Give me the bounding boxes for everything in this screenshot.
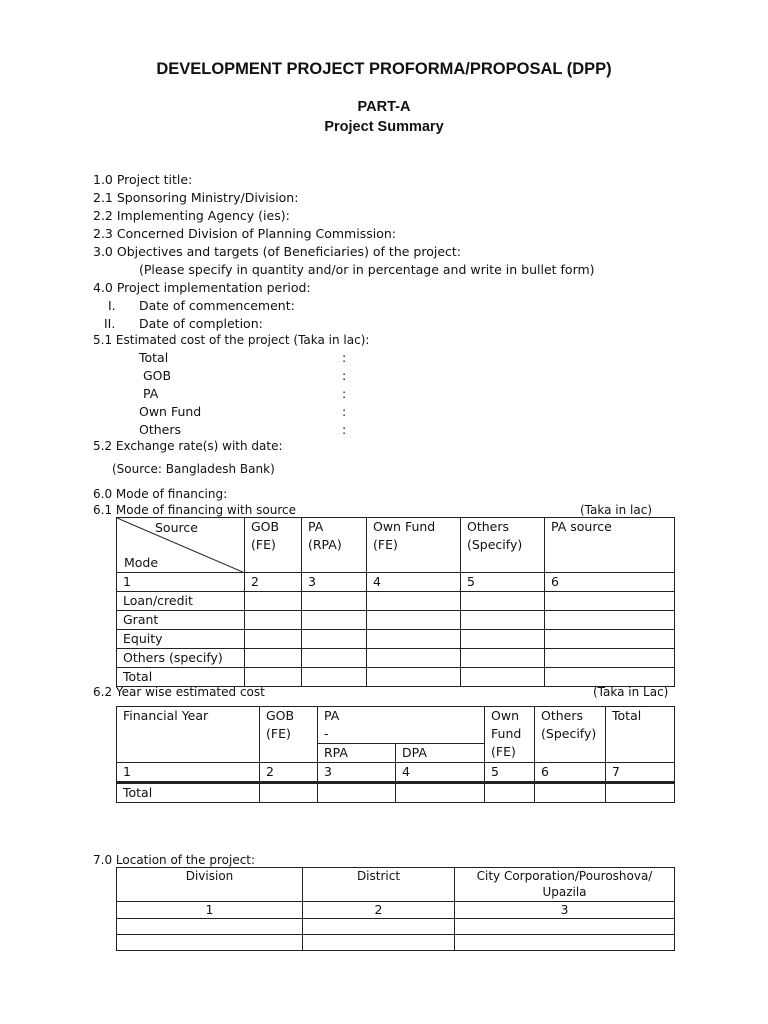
col-number: 1 xyxy=(117,573,245,592)
cost-colon: : xyxy=(342,386,347,401)
location-table xyxy=(116,867,675,951)
table-row xyxy=(117,919,675,935)
col-number: 4 xyxy=(396,763,485,782)
item-estimated-cost: 5.1 Estimated cost of the project (Taka in lac): xyxy=(93,333,370,347)
source-mode-header xyxy=(117,518,245,573)
cost-colon: : xyxy=(342,350,347,365)
header-total: Total xyxy=(606,707,675,763)
year-wise-cost-table xyxy=(116,706,675,803)
part-label: PART-A xyxy=(357,99,411,115)
header-gob: GOB (FE) xyxy=(260,707,318,763)
col-number: 3 xyxy=(455,902,675,919)
col-number: 1 xyxy=(117,902,303,919)
document-title: DEVELOPMENT PROJECT PROFORMA/PROPOSAL (DPP) xyxy=(156,60,612,78)
financing-unit: (Taka in lac) xyxy=(580,503,653,517)
item-implementation-period: 4.0 Project implementation period: xyxy=(93,280,311,295)
header-division: Division xyxy=(117,868,303,902)
header-rpa: RPA xyxy=(318,744,396,763)
col-number: 2 xyxy=(303,902,455,919)
header-others: Others (Specify) xyxy=(535,707,606,763)
item-project-title: 1.0 Project title: xyxy=(93,172,193,187)
header-dpa: DPA xyxy=(396,744,485,763)
mode-label: Mode xyxy=(124,555,159,570)
table-row xyxy=(117,784,675,803)
commencement-number: I. xyxy=(108,298,116,313)
item-year-wise-cost: 6.2 Year wise estimated cost xyxy=(93,685,265,699)
item-objectives: 3.0 Objectives and targets (of Beneficiaries) of the project: xyxy=(93,244,462,259)
row-label: Loan/credit xyxy=(117,592,245,611)
item-mode-of-financing: 6.0 Mode of financing: xyxy=(93,487,228,501)
col-number: 2 xyxy=(245,573,302,592)
header-gob: GOB (FE) xyxy=(245,518,302,573)
header-others: Others (Specify) xyxy=(461,518,545,573)
cost-colon: : xyxy=(342,368,347,383)
table-row xyxy=(117,935,675,951)
financing-source-table xyxy=(116,517,675,687)
header-financial-year: Financial Year xyxy=(117,707,260,763)
item-sponsoring-ministry: 2.1 Sponsoring Ministry/Division: xyxy=(93,190,299,205)
completion-number: II. xyxy=(104,316,116,331)
date-commencement: Date of commencement: xyxy=(139,298,295,313)
item-location: 7.0 Location of the project: xyxy=(93,853,256,867)
item-planning-division: 2.3 Concerned Division of Planning Commission: xyxy=(93,226,396,241)
header-own-fund: Own Fund (FE) xyxy=(485,707,535,763)
row-label: Equity xyxy=(117,630,245,649)
source-note: (Source: Bangladesh Bank) xyxy=(112,462,275,476)
cost-label-others: Others xyxy=(139,422,182,437)
item-financing-with-source: 6.1 Mode of financing with source xyxy=(93,503,297,517)
col-number: 1 xyxy=(117,763,260,782)
cost-label-pa: PA xyxy=(143,386,159,401)
row-label: Total xyxy=(117,784,260,803)
col-number: 3 xyxy=(318,763,396,782)
table-row xyxy=(117,611,675,630)
table-row xyxy=(117,630,675,649)
col-number: 5 xyxy=(485,763,535,782)
cost-label-own-fund: Own Fund xyxy=(139,404,202,419)
objectives-note: (Please specify in quantity and/or in percentage and write in bullet form) xyxy=(139,262,595,277)
header-pa-source: PA source xyxy=(545,518,675,573)
year-cost-unit: (Taka in Lac) xyxy=(593,685,669,699)
table-row xyxy=(117,592,675,611)
header-district: District xyxy=(303,868,455,902)
section-subtitle: Project Summary xyxy=(324,119,444,135)
item-implementing-agency: 2.2 Implementing Agency (ies): xyxy=(93,208,290,223)
table-row xyxy=(117,668,675,687)
col-number: 7 xyxy=(606,763,675,782)
row-label: Others (specify) xyxy=(117,649,245,668)
col-number: 5 xyxy=(461,573,545,592)
col-number: 6 xyxy=(545,573,675,592)
header-pa: PA - xyxy=(318,707,485,744)
cost-colon: : xyxy=(342,404,347,419)
header-own-fund: Own Fund (FE) xyxy=(367,518,461,573)
row-label: Grant xyxy=(117,611,245,630)
cost-label-total: Total xyxy=(139,350,169,365)
table-row xyxy=(117,649,675,668)
header-pa: PA (RPA) xyxy=(302,518,367,573)
header-city-upazila: City Corporation/Pouroshova/ Upazila xyxy=(455,868,675,902)
col-number: 2 xyxy=(260,763,318,782)
date-completion: Date of completion: xyxy=(139,316,263,331)
col-number: 4 xyxy=(367,573,461,592)
col-number: 3 xyxy=(302,573,367,592)
col-number: 6 xyxy=(535,763,606,782)
row-label: Total xyxy=(117,668,245,687)
source-label: Source xyxy=(155,520,198,535)
cost-colon: : xyxy=(342,422,347,437)
cost-label-gob: GOB xyxy=(143,368,172,383)
item-exchange-rate: 5.2 Exchange rate(s) with date: xyxy=(93,439,283,453)
